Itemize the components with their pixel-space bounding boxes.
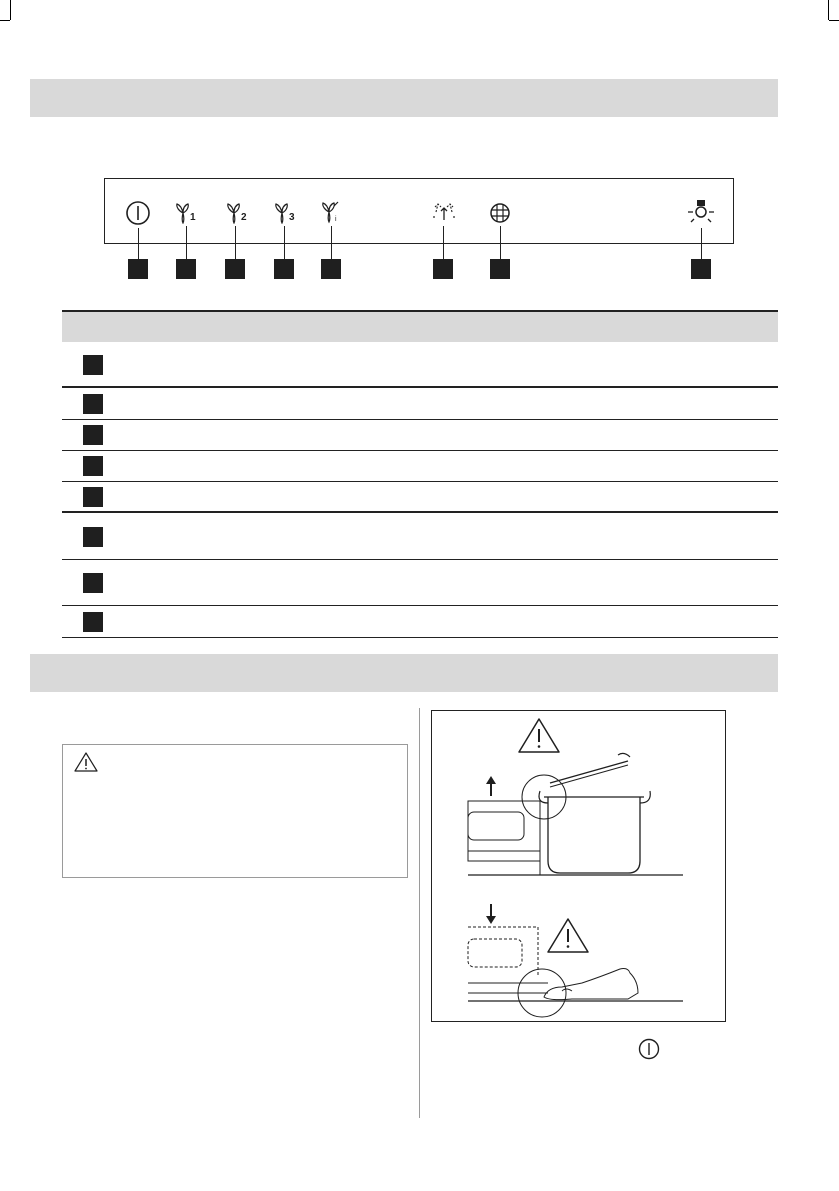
table-row (62, 482, 778, 513)
table-row (62, 560, 778, 606)
callout-marker (176, 259, 196, 279)
filter-icon (488, 201, 512, 225)
light-icon (686, 197, 716, 229)
column-divider (419, 708, 420, 1118)
crop-mark-right-horizontal (829, 20, 839, 21)
section-header-bar-control-panel (30, 79, 778, 117)
leader-line (331, 226, 332, 260)
section-header-bar-daily-use (30, 654, 778, 692)
callout-marker (225, 259, 245, 279)
row-marker (83, 487, 103, 507)
row-marker (83, 394, 103, 414)
down-arrow-icon (486, 904, 496, 924)
fan-speed-1-subscript: 1 (190, 212, 196, 223)
fan-intensive-icon (320, 200, 346, 224)
fan-speed-2-subscript: 2 (241, 212, 247, 223)
crop-mark-left-vertical (10, 0, 11, 20)
power-icon (124, 199, 152, 227)
legend-table-header (62, 310, 778, 342)
table-row (62, 388, 778, 420)
leader-line (701, 228, 702, 260)
row-marker (83, 456, 103, 476)
leader-line (284, 226, 285, 260)
table-row (62, 451, 778, 482)
fan-speed-3-subscript: 3 (289, 212, 295, 223)
leader-line (443, 226, 444, 260)
auto-extraction-icon (431, 200, 457, 224)
table-row (62, 342, 778, 388)
table-row (62, 420, 778, 451)
crop-mark-right-vertical (828, 0, 829, 20)
warning-triangle-icon (548, 919, 588, 952)
callout-marker (691, 259, 711, 279)
fan-speed-2-icon (225, 202, 251, 224)
callout-marker (128, 259, 148, 279)
leader-line (138, 228, 139, 260)
warning-box (62, 744, 408, 878)
row-marker (83, 527, 103, 547)
row-marker (83, 355, 103, 375)
table-row (62, 513, 778, 560)
fan-intensive-subscript: i (335, 216, 337, 223)
crop-mark-left-horizontal (0, 20, 10, 21)
row-marker (83, 612, 103, 632)
up-arrow-icon (486, 776, 496, 796)
pot-lid-illustration (431, 710, 726, 1022)
row-marker (83, 573, 103, 593)
leader-line (186, 226, 187, 260)
callout-marker (490, 259, 510, 279)
callout-marker (274, 259, 294, 279)
row-marker (83, 425, 103, 445)
leader-line (500, 226, 501, 260)
warning-triangle-icon (519, 719, 559, 752)
callout-marker (321, 259, 341, 279)
warning-triangle-icon (73, 751, 99, 773)
leader-line (235, 226, 236, 260)
callout-marker (433, 259, 453, 279)
power-icon (637, 1037, 661, 1061)
table-row (62, 606, 778, 638)
fan-speed-3-icon (273, 202, 299, 224)
fan-speed-1-icon (174, 202, 200, 224)
